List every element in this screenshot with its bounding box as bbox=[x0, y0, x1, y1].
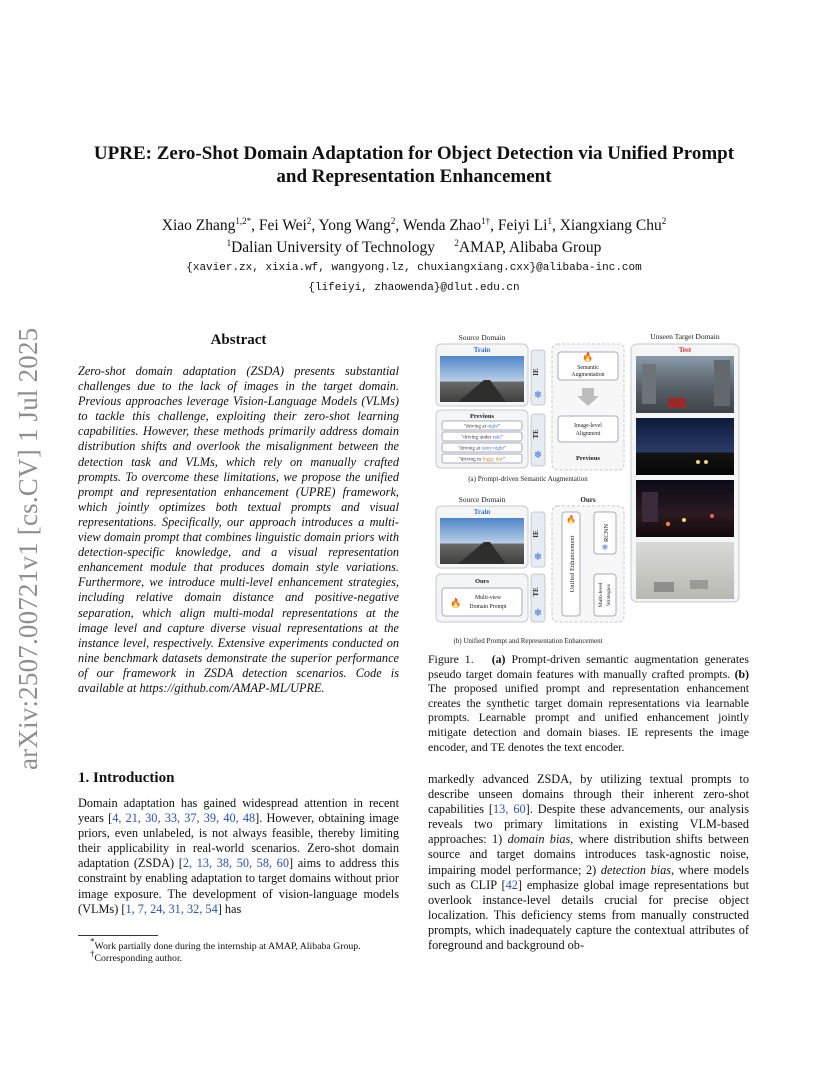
target-image-fog bbox=[636, 542, 734, 599]
author-list: Xiao Zhang$^{1,2*}$, Fei Wei$^2$, Yong Wang$^2$, Wenda Zhao$^{1\dagger}$, Feiyi Li$^1$, Xiangxiang Chu$^2$ bbox=[161, 215, 667, 234]
prompt-text-4: "driving in foggy day" bbox=[458, 456, 506, 463]
building-shape bbox=[642, 492, 658, 522]
train-label-b: Train bbox=[473, 508, 491, 516]
previous-box-title: Previous bbox=[469, 413, 495, 420]
flame-icon: 🔥 bbox=[582, 352, 594, 362]
footnote-symbol: † bbox=[90, 948, 95, 959]
paper-title bbox=[60, 142, 768, 188]
car-shape bbox=[654, 582, 674, 592]
title-line-2: and Representation Enhancement bbox=[276, 166, 552, 187]
train-label-a: Train bbox=[473, 346, 491, 354]
figure-subcaption-b: (b) Unified Prompt and Representation Enhancement bbox=[453, 637, 603, 645]
ie-label-a: IE bbox=[532, 368, 540, 376]
headlight-shape bbox=[704, 460, 708, 464]
affil-sup: 1 bbox=[226, 237, 232, 248]
citation-link[interactable]: 4, 21, 30, 33, 37, 39, 40, 48 bbox=[112, 811, 256, 826]
citation-link[interactable]: 42 bbox=[505, 877, 518, 892]
flame-icon: 🔥 bbox=[566, 515, 576, 524]
footnote-symbol: * bbox=[90, 936, 95, 947]
intro-text: ] has bbox=[217, 901, 242, 916]
intro-text: ] aims to address this constraint by enabling adaptation to target domains without prior image exposure. The development of vision-language models (VLMs) [ bbox=[78, 856, 400, 916]
author-sup: 1† bbox=[481, 215, 491, 226]
source-domain-label-a: Source Domain bbox=[458, 333, 506, 342]
emphasis-text: domain bias bbox=[507, 832, 571, 847]
image-level-label-2: Alignment bbox=[575, 431, 601, 437]
te-label-b: TE bbox=[532, 587, 540, 597]
citation-link[interactable]: 1, 7, 24, 31, 32, 54 bbox=[125, 901, 218, 916]
rcnn-label: RCNN bbox=[603, 523, 610, 543]
building-shape bbox=[642, 364, 656, 404]
light-shape bbox=[682, 518, 686, 522]
unseen-target-label: Unseen Target Domain bbox=[650, 332, 720, 341]
author-name: Xiao Zhang bbox=[161, 217, 236, 234]
emphasis-text: detection bias bbox=[600, 862, 672, 877]
multiview-label-2: Domain Prompt bbox=[469, 604, 507, 610]
caption-tag-b: (b) bbox=[734, 666, 749, 681]
affiliation-2: AMAP, Alibaba Group bbox=[458, 239, 602, 256]
intro-text: Domain adaptation has gained widespread attention in recent years [ bbox=[78, 796, 399, 826]
ie-label-b: IE bbox=[532, 530, 540, 538]
body-text: , where distribution shifts between source and target domains introduces task-agnostic noise, impairing model performance; 2) bbox=[428, 832, 749, 877]
abstract-heading: Abstract bbox=[210, 332, 267, 348]
source-domain-label-b: Source Domain bbox=[458, 495, 506, 504]
image-level-alignment-box bbox=[558, 416, 618, 442]
intro-paragraph bbox=[78, 796, 399, 917]
snowflake-icon: ❄ bbox=[533, 390, 543, 401]
author-name: Feiyi Li bbox=[497, 217, 548, 234]
author-sup: 2 bbox=[661, 215, 667, 226]
footnote-text: Work partially done during the internship at AMAP, Alibaba Group. bbox=[94, 941, 361, 952]
image-level-label-1: Image-level bbox=[574, 423, 602, 429]
intro-heading: 1. Introduction bbox=[78, 770, 175, 786]
body-text: ] emphasize global image representations but overlook instance-level details crucial for precise object localization. This deficiency stems from manually constructed prompts, which inadequately capture the contextual attributes of foreground and background ob- bbox=[428, 877, 750, 953]
multilevel-label-2: Strategies bbox=[606, 584, 612, 606]
figure-subcaption-a: (a) Prompt-driven Semantic Augmentation bbox=[468, 475, 588, 483]
prompt-text-3: "driving at rainy night" bbox=[457, 445, 507, 452]
snowflake-icon: ❄ bbox=[533, 552, 543, 563]
caption-label: Figure 1. bbox=[428, 652, 474, 666]
unified-enhancement-label: Unified Enhancement bbox=[569, 535, 576, 593]
snowflake-icon: ❄ bbox=[601, 543, 609, 552]
body-text: markedly advanced ZSDA, by utilizing textual prompts to describe unseen domains through their inherent zero-shot capabilities [ bbox=[428, 772, 749, 817]
caption-text: The proposed unified prompt and representation enhancement creates the synthetic target domain representations via learnable prompts. Learnable prompt and unified enhancement jointly mitigate detection and domain biases. IE represents the image encoder, and TE denotes the text encoder. bbox=[428, 681, 749, 754]
footnote-text: Corresponding author. bbox=[94, 953, 183, 964]
prompt-text-2: "driving under rain" bbox=[461, 434, 503, 441]
emails-line-1: {xavier.zx, xixia.wf, wangyong.lz, chuxiangxiang.cxx}@alibaba-inc.com bbox=[186, 262, 642, 274]
prompt-text-1: "driving at night" bbox=[463, 423, 501, 430]
body-text: , where models such as CLIP [ bbox=[428, 862, 749, 892]
author-sup: 2 bbox=[390, 215, 396, 226]
body-text: ]. Despite these advancements, our analysis reveals two primary limitations in existing VLM-based approaches: 1) bbox=[428, 802, 750, 847]
footnote-2 bbox=[90, 948, 408, 965]
multiview-label-1: Multi-view bbox=[474, 595, 502, 601]
affiliations bbox=[60, 238, 768, 258]
caption-tag-a: (a) bbox=[491, 652, 506, 666]
author-sup: 1 bbox=[547, 215, 552, 226]
affiliation-1: Dalian University of Technology bbox=[231, 239, 436, 256]
flame-icon: 🔥 bbox=[450, 598, 462, 608]
author-sup: 1,2* bbox=[235, 215, 252, 226]
semantic-aug-label-1: Semantic bbox=[577, 365, 599, 371]
caption-text: Prompt-driven semantic augmentation generates pseudo target domain features with manually crafted prompts. bbox=[428, 652, 749, 681]
author-name: Fei Wei bbox=[258, 217, 307, 234]
right-column-paragraph bbox=[428, 772, 749, 953]
arxiv-stamp: arXiv:2507.00721v1 [cs.CV] 1 Jul 2025 bbox=[13, 327, 43, 770]
test-label: Test bbox=[678, 346, 692, 354]
target-image-night bbox=[636, 418, 734, 475]
car-shape bbox=[690, 580, 708, 589]
ours-box-title: Ours bbox=[474, 578, 490, 585]
citation-link[interactable]: 2, 13, 38, 50, 58, 60 bbox=[182, 856, 289, 871]
snowflake-icon: ❄ bbox=[533, 450, 543, 461]
multilevel-label-1: Multi-level bbox=[598, 582, 604, 608]
citation-link[interactable]: 13, 60 bbox=[493, 802, 526, 817]
car-shape bbox=[668, 398, 686, 408]
author-name: Xiangxiang Chu bbox=[559, 217, 662, 234]
semantic-aug-label-2: Augmentation bbox=[571, 372, 605, 378]
building-shape bbox=[714, 360, 730, 406]
light-shape bbox=[666, 522, 670, 526]
author-name: Yong Wang bbox=[318, 217, 391, 234]
title-line-1: UPRE: Zero-Shot Domain Adaptation for Object Detection via Unified Prompt bbox=[93, 143, 735, 164]
te-label-a: TE bbox=[532, 429, 540, 439]
snowflake-icon: ❄ bbox=[533, 608, 543, 619]
affil-sup: 2 bbox=[454, 237, 459, 248]
abstract-text: Zero-shot domain adaptation (ZSDA) presents substantial challenges due to the lack of images in the target domain. Previous approaches leverage Vision-Language Models (VLMs) to tackle this challenge, exploiting their zero-shot learning capabilities. However, these methods primarily address domain distribution shifts and overlook the misalignment between the detection task and VLMs, which rely on manually crafted prompts. To overcome these limitations, we propose the unified prompt and representation enhancement (UPRE) framework, which jointly optimizes both textual prompts and visual representations. Specifically, our approach introduces a multi-view domain prompt that combines linguistic domain priors with detection-specific knowledge, and a visual representation enhancement module that produces domain style variations. Furthermore, we introduce multi-level enhancement strategies, including relative domain distance and positive-negative separation, which align multi-modal representations at the image level and capture diverse visual representations at the instance level, respectively. Extensive experiments conducted on nine benchmark datasets demonstrate the superior performance of our framework in ZSDA detection scenarios. Code is available at https://github.com/AMAP-ML/UPRE. bbox=[78, 364, 399, 695]
author-sup: 2 bbox=[306, 215, 312, 226]
intro-text: ]. However, obtaining image priors, even unlabeled, is not always feasible, thereby limiting their applicability in real-world scenarios. Zero-shot domain adaptation (ZSDA) [ bbox=[78, 811, 399, 871]
headlight-shape bbox=[696, 460, 700, 464]
figure-1 bbox=[428, 330, 750, 648]
light-shape bbox=[710, 514, 714, 518]
ours-top-label: Ours bbox=[580, 496, 596, 504]
figure-caption bbox=[428, 652, 749, 754]
author-name: Wenda Zhao bbox=[402, 217, 482, 234]
previous-label: Previous bbox=[575, 455, 601, 462]
emails-line-2: {lifeiyi, zhaowenda}@dlut.edu.cn bbox=[308, 282, 520, 294]
